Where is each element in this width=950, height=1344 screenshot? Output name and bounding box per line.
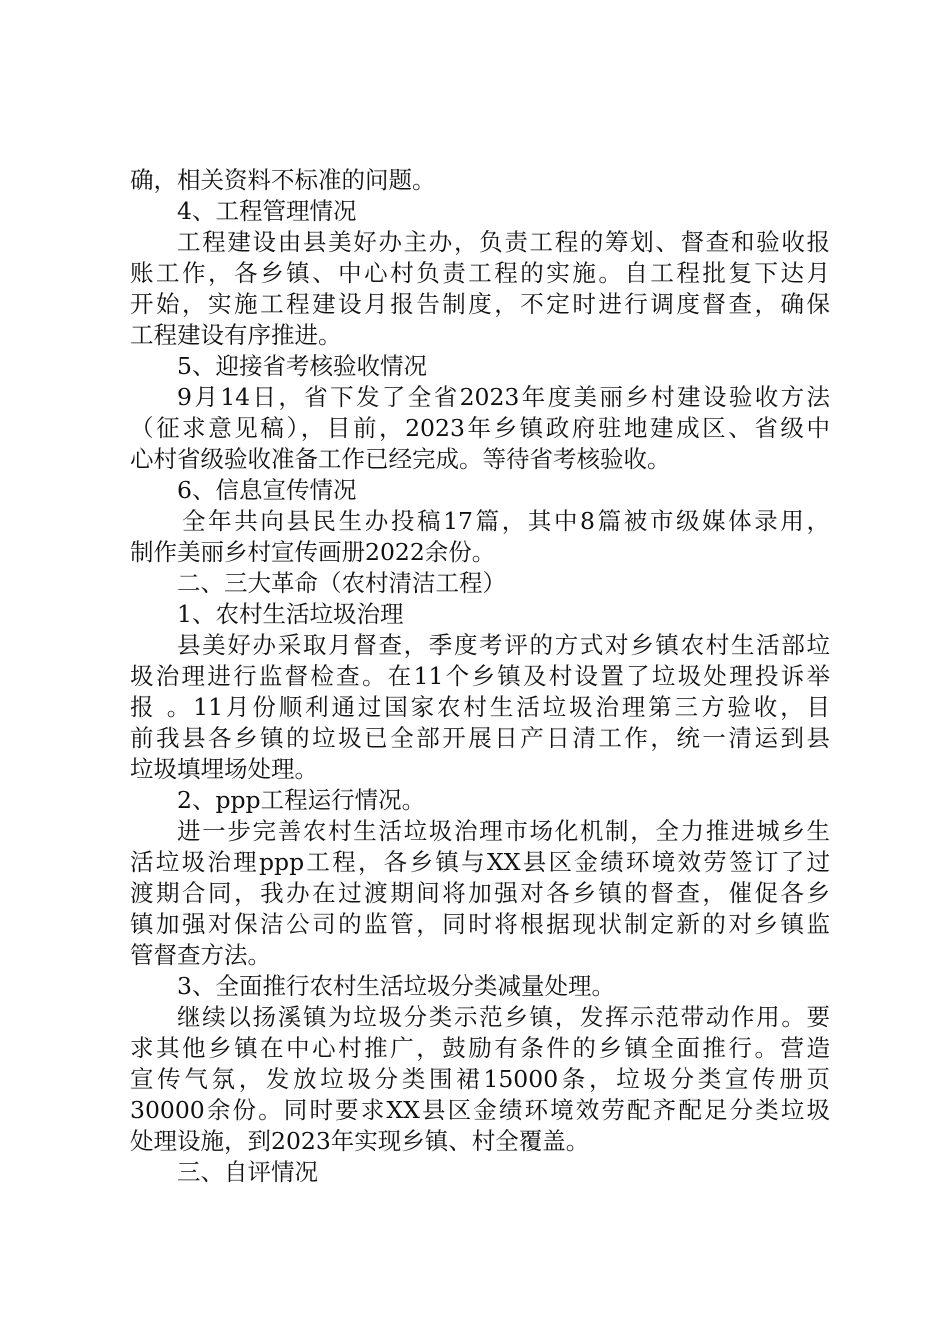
section-heading: 三、自评情况 [177, 1158, 318, 1186]
text-line: 县美好办采取月督查，季度考评的方式对乡镇农村生活部垃 [177, 631, 830, 659]
text-line: 9月14日，省下发了全省2023年度美丽乡村建设验收方法 [177, 383, 830, 411]
text-line: （征求意见稿），目前，2023年乡镇政府驻地建成区、省级中 [130, 414, 830, 442]
text-line: 活垃圾治理ppp工程，各乡镇与XX县区金绩环境效劳签订了过 [130, 848, 830, 876]
text-line: 进一步完善农村生活垃圾治理市场化机制，全力推进城乡生 [177, 817, 830, 845]
section-heading: 4、工程管理情况 [177, 197, 357, 225]
text-line: 处理设施，到2023年实现乡镇、村全覆盖。 [130, 1127, 590, 1155]
text-line: 渡期合同，我办在过渡期间将加强对各乡镇的督查，催促各乡 [130, 879, 830, 907]
text-line: 垃圾填埋场处理。 [130, 755, 318, 783]
section-heading: 二、三大革命（农村清洁工程） [177, 569, 506, 597]
text-line: 30000余份。同时要求XX县区金绩环境效劳配齐配足分类垃圾 [130, 1096, 830, 1124]
text-line: 开始，实施工程建设月报告制度，不定时进行调度督查，确保 [130, 290, 830, 318]
text-line: 镇加强对保洁公司的监管，同时将根据现状制定新的对乡镇监 [130, 910, 830, 938]
text-line: 全年共向县民生办投稿17篇，其中8篇被市级媒体录用， [182, 507, 830, 535]
text-line: 继续以扬溪镇为垃圾分类示范乡镇，发挥示范带动作用。要 [177, 1003, 830, 1031]
text-line: 确，相关资料不标准的问题。 [130, 166, 436, 194]
section-heading: 6、信息宣传情况 [177, 476, 357, 504]
text-line: 工程建设由县美好办主办，负责工程的筹划、督查和验收报 [177, 228, 830, 256]
section-heading: 5、迎接省考核验收情况 [177, 352, 427, 380]
text-line: 心村省级验收准备工作已经完成。等待省考核验收。 [130, 445, 671, 473]
text-line: 圾治理进行监督检查。在11个乡镇及村设置了垃圾处理投诉举 [130, 662, 830, 690]
text-line: 账工作，各乡镇、中心村负责工程的实施。自工程批复下达月 [130, 259, 830, 287]
text-line: 制作美丽乡村宣传画册2022余份。 [130, 538, 496, 566]
section-heading: 1、农村生活垃圾治理 [177, 600, 404, 628]
text-line: 管督查方法。 [130, 941, 271, 969]
text-line: 前我县各乡镇的垃圾已全部开展日产日清工作，统一清运到县 [130, 724, 830, 752]
text-line: 报 。11月份顺利通过国家农村生活垃圾治理第三方验收，目 [130, 693, 830, 721]
text-line: 宣传气氛，发放垃圾分类围裙15000条，垃圾分类宣传册页 [130, 1065, 830, 1093]
section-heading: 2、ppp工程运行情况。 [177, 786, 426, 814]
text-line: 工程建设有序推进。 [130, 321, 342, 349]
section-heading: 3、全面推行农村生活垃圾分类减量处理。 [177, 972, 615, 1000]
text-line: 求其他乡镇在中心村推广，鼓励有条件的乡镇全面推行。营造 [130, 1034, 830, 1062]
